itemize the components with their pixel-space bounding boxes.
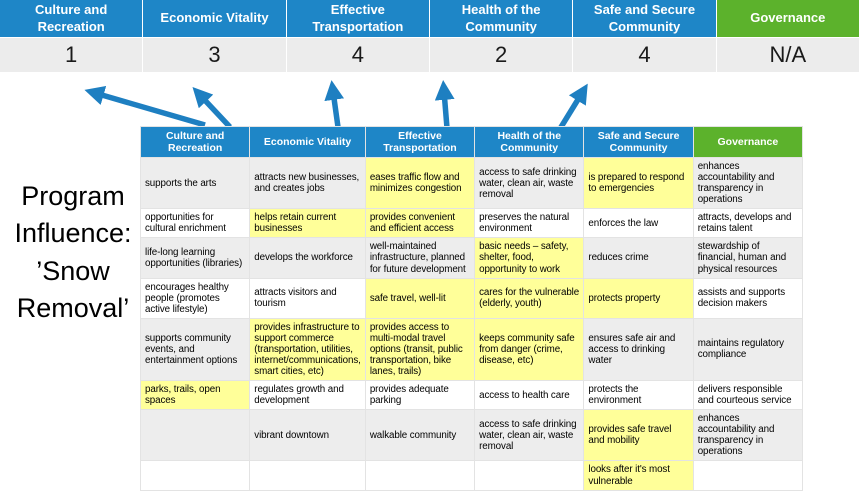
banner-header-cell: Governance [717,0,859,37]
matrix-cell: access to safe drinking water, clean air, waste removal [475,410,583,460]
up-arrow-icon [333,91,338,127]
matrix-column-header: Effective Transportation [366,127,474,157]
matrix-cell: supports the arts [141,158,249,208]
matrix-cell: enforces the law [584,209,692,237]
banner-score-cell: 2 [430,38,572,72]
matrix-cell: looks after it's most vulnerable [584,461,692,489]
matrix-cell: safe travel, well-lit [366,279,474,318]
banner-score-cell: 4 [287,38,429,72]
banner-score-cell: 1 [0,38,142,72]
matrix-cell: is prepared to respond to emergencies [584,158,692,208]
matrix-cell [250,461,365,489]
matrix-column-header: Safe and Secure Community [584,127,692,157]
matrix-cell: walkable community [366,410,474,460]
matrix-cell: preserves the natural environment [475,209,583,237]
matrix-cell: reduces crime [584,238,692,277]
banner-score-row [0,38,859,72]
matrix-column-header: Health of the Community [475,127,583,157]
matrix-cell: stewardship of financial, human and physical resources [694,238,802,277]
matrix-cell: well-maintained infrastructure, planned for future development [366,238,474,277]
banner-header-cell: Health of the Community [430,0,572,37]
matrix-cell: provides adequate parking [366,381,474,409]
banner-header-row [0,0,859,37]
matrix-column-header: Governance [694,127,802,157]
banner-header-cell: Economic Vitality [143,0,285,37]
matrix-cell [141,461,249,489]
matrix-cell: provides safe travel and mobility [584,410,692,460]
matrix-cell: keeps community safe from danger (crime, disease, etc) [475,319,583,380]
banner-score-cell: 3 [143,38,285,72]
program-influence-title: Program Influence: ’Snow Removal’ [14,181,132,323]
matrix-cell: attracts visitors and tourism [250,279,365,318]
matrix-cell: supports community events, and entertainment options [141,319,249,380]
matrix-cell: life-long learning opportunities (libraries) [141,238,249,277]
matrix-cell [141,410,249,460]
matrix-cell: encourages healthy people (promotes active lifestyle) [141,279,249,318]
matrix-column-header: Culture and Recreation [141,127,249,157]
matrix-cell [366,461,474,489]
matrix-cell: vibrant downtown [250,410,365,460]
matrix-cell: attracts new businesses, and creates jobs [250,158,365,208]
banner-header-cell: Effective Transportation [287,0,429,37]
matrix-cell: access to safe drinking water, clean air, waste removal [475,158,583,208]
matrix-cell: protects the environment [584,381,692,409]
matrix-cell: ensures safe air and access to drinking water [584,319,692,380]
matrix-column-header: Economic Vitality [250,127,365,157]
arrows-graphic [0,72,859,134]
priority-banner [0,0,859,72]
matrix-cell: opportunities for cultural enrichment [141,209,249,237]
banner-header-cell: Culture and Recreation [0,0,142,37]
up-arrow-icon [444,91,447,128]
matrix-cell: maintains regulatory compliance [694,319,802,380]
matrix-cell: access to health care [475,381,583,409]
matrix-cell: enhances accountability and transparency in operations [694,410,802,460]
matrix-cell [475,461,583,489]
matrix-cell: develops the workforce [250,238,365,277]
matrix-cell: regulates growth and development [250,381,365,409]
matrix-cell: provides convenient and efficient access [366,209,474,237]
matrix-cell [694,461,802,489]
matrix-cell: delivers responsible and courteous service [694,381,802,409]
banner-score-cell: 4 [573,38,715,72]
matrix-cell: protects property [584,279,692,318]
matrix-cell: assists and supports decision makers [694,279,802,318]
matrix-cell: cares for the vulnerable (elderly, youth) [475,279,583,318]
matrix-cell: basic needs – safety, shelter, food, opportunity to work [475,238,583,277]
matrix-cell: helps retain current businesses [250,209,365,237]
matrix-cell: attracts, develops and retains talent [694,209,802,237]
matrix-cell: provides access to multi-modal travel options (transit, public transportation, bike lanes, trails) [366,319,474,380]
matrix-cell: eases traffic flow and minimizes congestion [366,158,474,208]
matrix-cell: enhances accountability and transparency in operations [694,158,802,208]
banner-header-cell: Safe and Secure Community [573,0,715,37]
influence-matrix-table [140,126,803,491]
banner-score-cell: N/A [717,38,859,72]
up-arrow-icon [95,93,205,125]
matrix-cell: provides infrastructure to support commerce (transportation, utilities, internet/communications, smart cities, etc) [250,319,365,380]
matrix-cell: parks, trails, open spaces [141,381,249,409]
